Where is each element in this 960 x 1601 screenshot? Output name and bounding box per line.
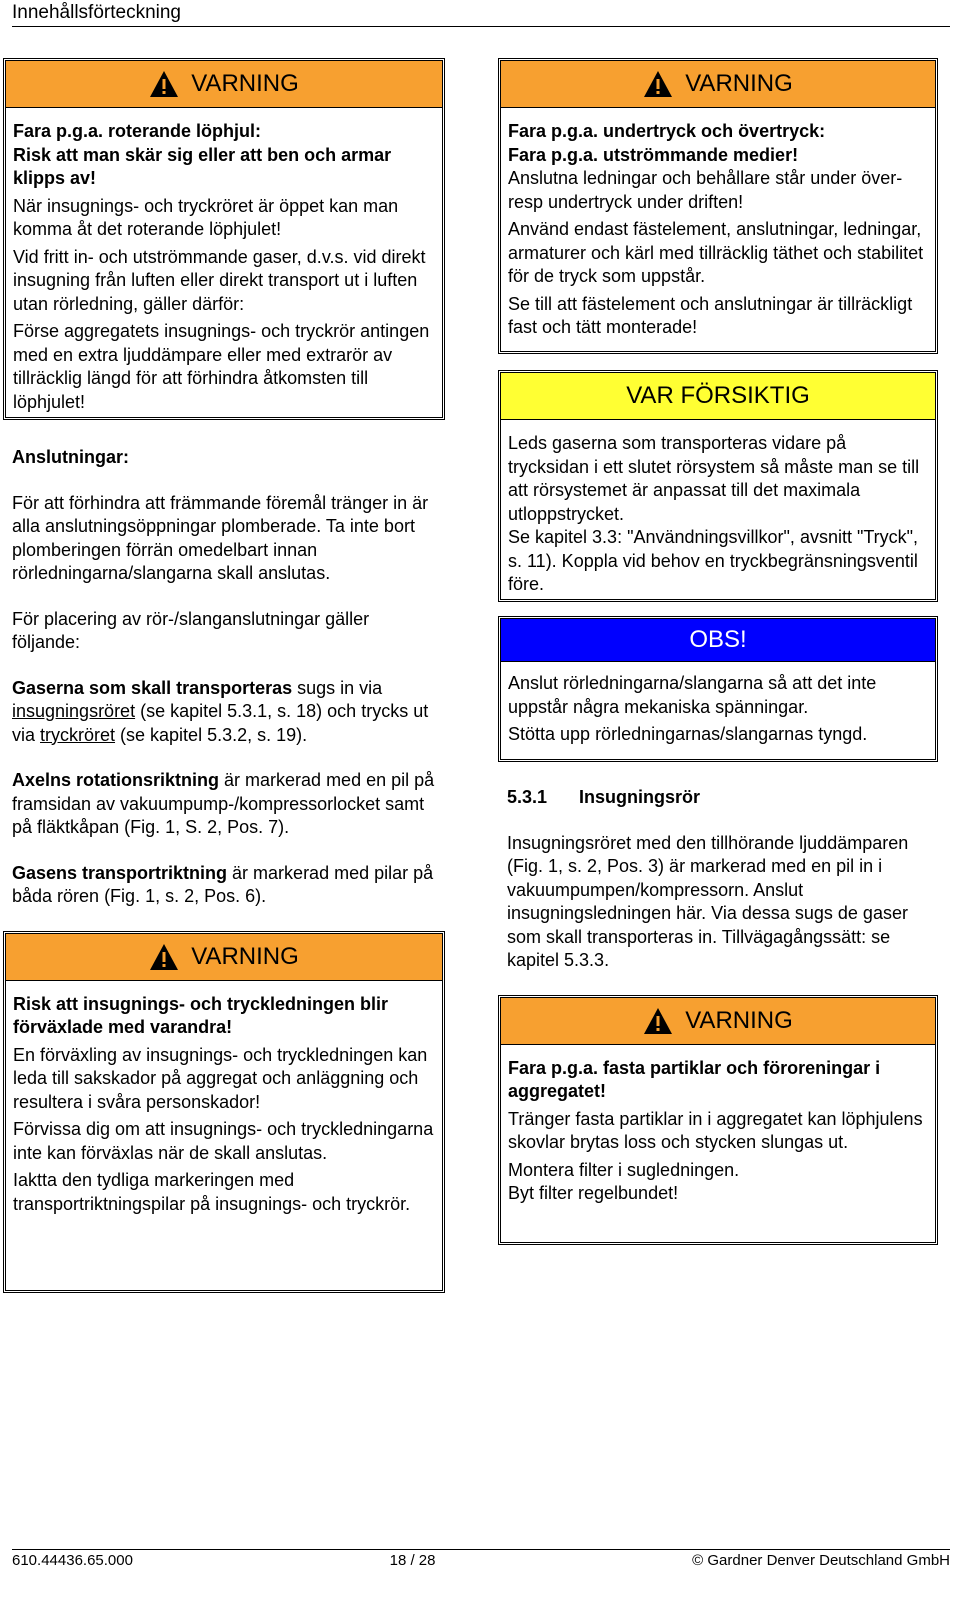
warning-text: Montera filter i sugledningen. [508,1159,740,1180]
warning-text: Iaktta den tydliga markeringen med transportriktningspilar på insugnings- och tryckrör. [13,1170,411,1214]
warning-bold: Risk att man skär sig eller att ben och armar klipps av! [13,144,392,188]
paragraph: För placering av rör-/slanganslutningar gäller följande: [12,608,370,652]
caution-text: Leds gaserna som transporteras vidare på trycksidan i ett slutet rörsystem så måste man se till att rörsystemet är anpassat till det maximala utloppstrycket. [508,433,920,524]
warning-box [3,931,445,1293]
caution-bar [501,373,935,420]
warning-triangle-icon [149,943,179,971]
text-run: sugs in via [292,677,383,698]
bold-term: Axelns rotationsriktning [12,770,220,790]
paragraph [12,677,436,748]
warning-box [498,58,938,354]
warning-text: Anslutna ledningar och behållare står under över- resp undertryck under driften! [508,168,903,212]
left-column [3,58,445,1293]
section-heading [507,786,929,810]
warning-heading: VARNING [191,70,299,97]
paragraph [12,769,436,840]
warning-triangle-icon [643,70,673,98]
warning-text: Se till att fästelement och anslutningar är tillräckligt fast och tätt monterade! [508,293,913,337]
text-run: (se kapitel 5.3.1, s. 18) och trycks ut via [12,701,429,745]
warning-text: Byt filter regelbundet! [508,1183,679,1203]
underlined-term: tryckröret [40,724,116,745]
page-header: Innehållsförteckning [12,2,950,27]
intake-section [498,786,938,973]
warning-text: Använd endast fästelement, anslutningar, ledningar, armaturer och kärl med tillräcklig täthet och stabilitet för de tryck som uppstår. [508,219,924,286]
right-column [498,58,938,1245]
caution-box [498,370,938,602]
warning-triangle-icon [643,1007,673,1035]
notice-box [498,616,938,762]
text-run: är markerad med en pil på framsidan av vakuumpump-/kompressorlocket samt på fläktkåpan (Fig. 1, S. 2, Pos. 7). [12,770,435,837]
notice-heading: OBS! [689,626,747,653]
warning-bold: Fara p.g.a. utströmmande medier! [508,144,799,165]
warning-bold: Fara p.g.a. roterande löphjul: [13,121,262,141]
connections-section [3,446,445,909]
warning-box [498,995,938,1245]
bold-term: Gaserna som skall transporteras [12,677,293,698]
paragraph: För att förhindra att främmande föremål tränger in är alla anslutningsöppningar plomberade. Ta inte bort plomberingen förrän omedelbart innan rörledningarna/slangarna skall anslutas. [12,492,429,583]
warning-heading: VARNING [685,70,793,97]
warning-text: En förväxling av insugnings- och tryckledningen kan leda till sakskador på aggregat och anläggning och resultera i svåra personskador! [13,1044,428,1112]
warning-text: När insugnings- och tryckröret är öppet kan man komma åt det roterande löphjulet! [13,195,399,239]
warning-heading: VARNING [191,942,299,970]
document-number: 610.44436.65.000 [12,1552,133,1569]
warning-heading: VARNING [685,1006,793,1034]
notice-text: Anslut rörledningarna/slangarna så att det inte uppstår några mekaniska spänningar. [508,673,877,717]
warning-triangle-icon [149,70,179,98]
warning-bold: Fara p.g.a. fasta partiklar och föroreningar i aggregatet! [508,1057,881,1101]
warning-bold: Risk att insugnings- och tryckledningen blir förväxlade med varandra! [13,993,389,1037]
warning-bold: Fara p.g.a. undertryck och övertryck: [508,121,826,141]
underlined-term: insugningsröret [12,701,136,721]
warning-box [3,58,445,420]
warning-bar [6,61,442,108]
notice-bar [501,619,935,662]
notice-text: Stötta upp rörledningarnas/slangarnas tyngd. [508,724,868,744]
caution-heading: VAR FÖRSIKTIG [626,382,810,409]
caution-text: Se kapitel 3.3: "Användningsvillkor", avsnitt "Tryck", s. 11). Koppla vid behov en tryckbegränsningsventil före. [508,527,919,594]
text-run: (se kapitel 5.3.2, s. 19). [115,724,308,745]
warning-text: Tränger fasta partiklar in i aggregatet kan löphjulens skovlar brytas loss och stycken slungas ut. [508,1108,923,1152]
section-heading: Anslutningar: [12,447,129,467]
warning-bar [501,998,935,1045]
paragraph: Insugningsröret med den tillhörande ljuddämparen (Fig. 1, s. 2, Pos. 3) är markerad med en pil in i vakuumpumpen/kompressorn. Anslut insugningsledningen här. Via dessa sugs de gaser som skall transporteras in. Tillvägagångssätt: se kapitel 5.3.3. [507,832,909,970]
bold-term: Gasens transportriktning [12,862,228,883]
warning-text: Förse aggregatets insugnings- och tryckrör antingen med en extra ljuddämpare eller med extrarör av tillräcklig längd för att förhindra åtkomsten till löphjulet! [13,321,430,412]
warning-bar [6,934,442,981]
paragraph [12,862,436,909]
section-number: 5.3.1 [507,787,548,807]
copyright: © Gardner Denver Deutschland GmbH [692,1552,950,1569]
warning-text: Förvissa dig om att insugnings- och tryckledningarna inte kan förväxlas när de skall anslutas. [13,1119,434,1163]
page-number: 18 / 28 [389,1552,436,1569]
page-footer [12,1549,950,1569]
section-title: Insugningsrör [579,787,700,807]
warning-text: Vid fritt in- och utströmmande gaser, d.v.s. vid direkt insugning från luften eller direkt transport ut i luften utan rörledning, gäller därför: [13,246,426,314]
text-run: är markerad med pilar på båda rören (Fig. 1, s. 2, Pos. 6). [12,862,434,906]
warning-bar [501,61,935,108]
